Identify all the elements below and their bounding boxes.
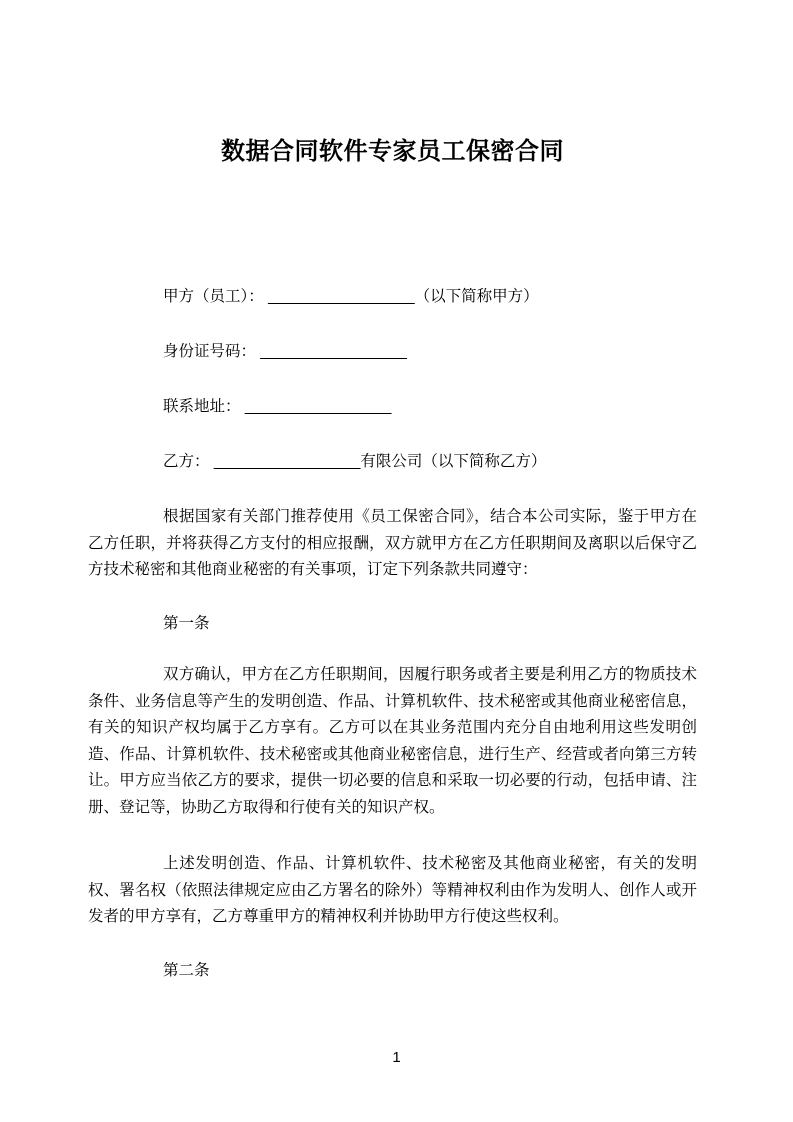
field-contact-address-blank: _________________ [244, 398, 392, 415]
article-1-heading: 第一条 [163, 614, 210, 632]
field-party-b-suffix: 有限公司（以下简称乙方） [360, 453, 547, 470]
article-1-paragraph-1: 双方确认，甲方在乙方任职期间，因履行职务或者主要是利用乙方的物质技术条件、业务信息等产生的发明创造、作品、计算机软件、技术秘密或其他商业秘密信息，有关的知识产权均属于乙方享有。乙方可以在其业务范围内充分自由地利用这些发明创造、作品、计算机软件、技术秘密或其他商业秘密信息，进行生产、经营或者向第三方转让。甲方应当依乙方的要求，提供一切必要的信息和采取一切必要的行动，包括申请、注册、登记等，协助乙方取得和行使有关的知识产权。 [88, 666, 697, 816]
party-fields [88, 284, 697, 476]
field-id-number [88, 339, 697, 366]
article-2-heading: 第二条 [163, 961, 210, 979]
field-party-a-label: 甲方（员工）： [163, 288, 269, 305]
field-party-b-blank: _________________ [213, 453, 361, 470]
intro-paragraph: 根据国家有关部门推荐使用《员工保密合同》，结合本公司实际，鉴于甲方在乙方任职，并将获得乙方支付的相应报酬，双方就甲方在乙方任职期间及离职以后保守乙方技术秘密和其他商业秘密的有关事项，订定下列条款共同遵守： [88, 508, 697, 578]
field-contact-address-label: 联系地址： [163, 398, 245, 415]
document-title: 数据合同软件专家员工保密合同 [221, 138, 564, 165]
field-party-a-blank: _________________ [268, 288, 415, 305]
page-number: 1 [392, 1049, 401, 1066]
field-id-number-blank: _________________ [260, 343, 407, 360]
field-party-b-label: 乙方： [163, 453, 214, 470]
field-id-number-label: 身份证号码： [163, 343, 261, 360]
article-1-paragraph-2: 上述发明创造、作品、计算机软件、技术秘密及其他商业秘密，有关的发明权、署名权（依照法律规定应由乙方署名的除外）等精神权利由作为发明人、创作人或开发者的甲方享有，乙方尊重甲方的精神权利并协助甲方行使这些权利。 [88, 855, 697, 925]
field-party-b [88, 449, 697, 476]
field-party-a-suffix: （以下简称甲方） [414, 288, 539, 305]
field-party-a [88, 284, 697, 311]
field-contact-address [88, 394, 697, 421]
